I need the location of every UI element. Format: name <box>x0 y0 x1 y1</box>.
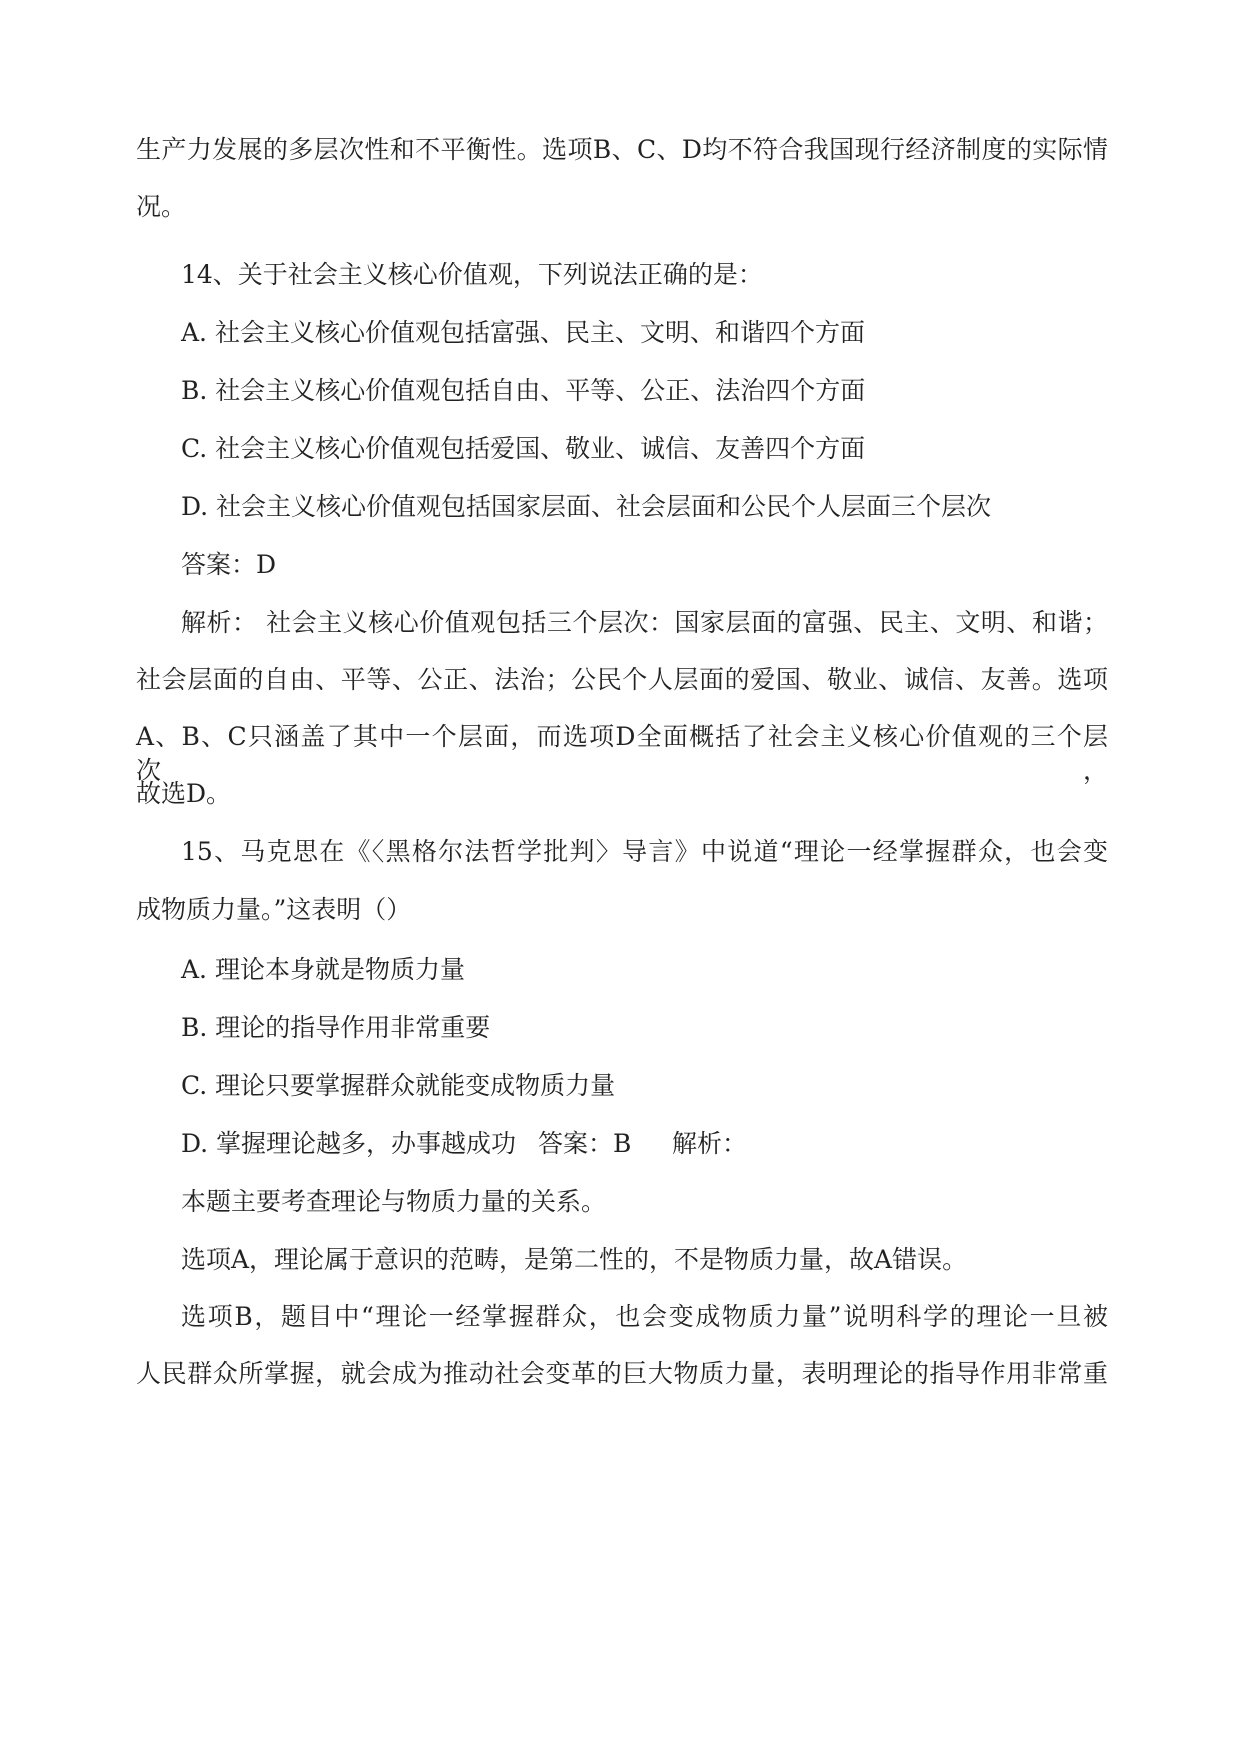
question-15-stem: 15、马克思在《〈黑格尔法哲学批判〉导言》中说道“理论一经掌握群众，也会变 <box>181 837 1108 866</box>
option-d: D. 社会主义核心价值观包括国家层面、社会层面和公民个人层面三个层次 <box>181 492 992 521</box>
analysis-text: 选项A，理论属于意识的范畴，是第二性的，不是物质力量，故A错误。 <box>181 1245 968 1274</box>
question-14-stem: 14、关于社会主义核心价值观，下列说法正确的是： <box>181 260 763 289</box>
option-d: D. 掌握理论越多，办事越成功 <box>181 1129 517 1158</box>
answer: 答案：B <box>538 1129 632 1158</box>
analysis-text: 选项B，题目中“理论一经掌握群众，也会变成物质力量”说明科学的理论一旦被 <box>181 1302 1108 1331</box>
question-15-stem: 成物质力量。”这表明（） <box>136 895 412 924</box>
answer: 答案：D <box>181 550 277 579</box>
analysis-text: A、B、C只涵盖了其中一个层面，而选项D全面概括了社会主义核心价值观的三个层次， <box>136 722 1108 785</box>
option-c: C. 理论只要掌握群众就能变成物质力量 <box>181 1071 616 1100</box>
text-line: 生产力发展的多层次性和不平衡性。选项B、C、D均不符合我国现行经济制度的实际情 <box>136 135 1108 164</box>
option-b: B. 理论的指导作用非常重要 <box>181 1013 491 1042</box>
analysis-text: 人民群众所掌握，就会成为推动社会变革的巨大物质力量，表明理论的指导作用非常重 <box>136 1359 1108 1388</box>
text-line: 况。 <box>136 192 187 221</box>
option-b: B. 社会主义核心价值观包括自由、平等、公正、法治四个方面 <box>181 376 866 405</box>
option-a: A. 社会主义核心价值观包括富强、民主、文明、和谐四个方面 <box>181 318 865 347</box>
analysis-label: 解析： <box>672 1129 748 1158</box>
analysis-text: 解析： 社会主义核心价值观包括三个层次：国家层面的富强、民主、文明、和谐； <box>181 608 1108 637</box>
analysis-text: 故选D。 <box>136 779 232 808</box>
analysis-text: 社会层面的自由、平等、公正、法治；公民个人层面的爱国、敬业、诚信、友善。选项 <box>136 665 1108 694</box>
option-c: C. 社会主义核心价值观包括爱国、敬业、诚信、友善四个方面 <box>181 434 866 463</box>
analysis-text: 本题主要考查理论与物质力量的关系。 <box>181 1187 607 1216</box>
option-a: A. 理论本身就是物质力量 <box>181 955 465 984</box>
